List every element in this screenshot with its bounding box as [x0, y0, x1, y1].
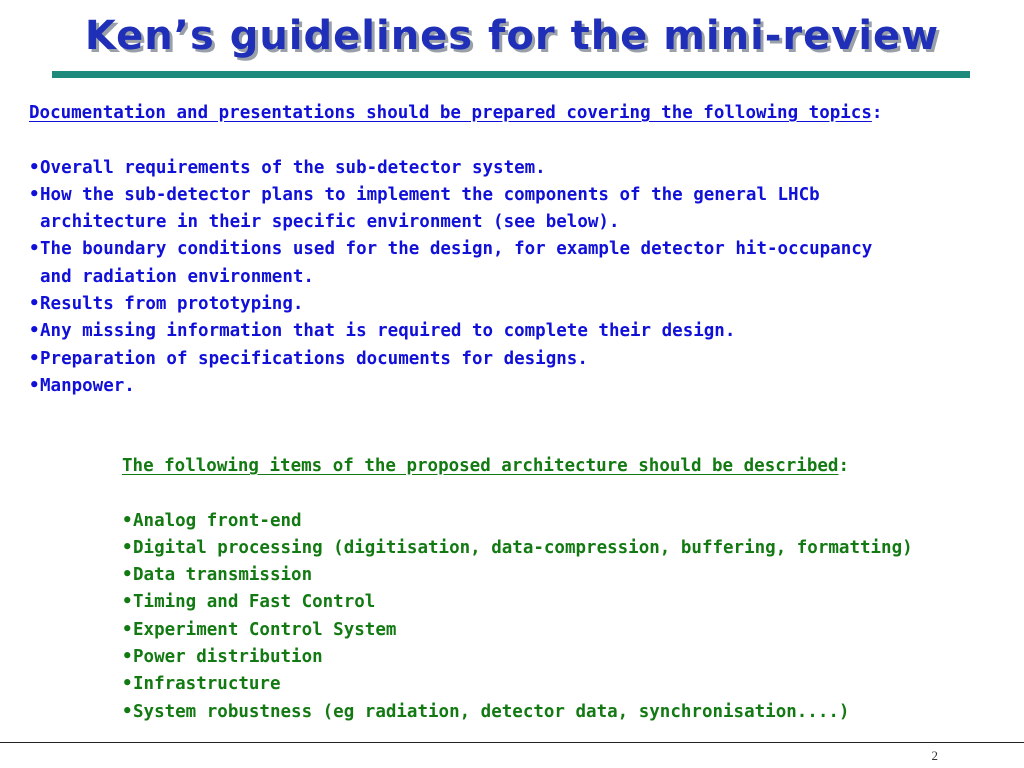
slide-title: Ken’s guidelines for the mini-review — [84, 13, 940, 59]
documentation-section — [29, 100, 882, 400]
architecture-list — [122, 508, 913, 726]
page-number: 2 — [931, 748, 938, 763]
architecture-heading-text: The following items of the proposed architecture should be described — [122, 456, 839, 476]
documentation-item: • The boundary conditions used for the design, for example detector hit-occupancy and radiation environment. — [29, 236, 882, 291]
architecture-item: • Power distribution — [122, 644, 913, 671]
architecture-section — [122, 453, 913, 726]
title-underline-bar — [52, 71, 970, 78]
documentation-heading-colon: : — [871, 103, 883, 123]
architecture-item: • Digital processing (digitisation, data-compression, buffering, formatting) — [122, 535, 913, 562]
architecture-item: • Experiment Control System — [122, 617, 913, 644]
architecture-item: • Analog front-end — [122, 508, 913, 535]
architecture-item: • Data transmission — [122, 562, 913, 589]
documentation-item: • Overall requirements of the sub-detector system. — [29, 155, 882, 182]
spacer — [29, 127, 882, 154]
architecture-item: • Infrastructure — [122, 671, 913, 698]
documentation-heading — [29, 100, 882, 127]
documentation-item: • Results from prototyping. — [29, 291, 882, 318]
documentation-item: • Any missing information that is required to complete their design. — [29, 318, 882, 345]
architecture-heading — [122, 453, 913, 480]
documentation-list — [29, 155, 882, 401]
documentation-item: • Preparation of specifications documents for designs. — [29, 346, 882, 373]
documentation-heading-text: Documentation and presentations should be prepared covering the following topics — [29, 103, 872, 123]
spacer — [122, 480, 913, 507]
architecture-item: • Timing and Fast Control — [122, 589, 913, 616]
documentation-item: • How the sub-detector plans to implement the components of the general LHCb architecture in their specific environment (see below). — [29, 182, 882, 237]
architecture-heading-colon: : — [838, 456, 849, 476]
architecture-item: • System robustness (eg radiation, detector data, synchronisation....) — [122, 699, 913, 726]
documentation-item: • Manpower. — [29, 373, 882, 400]
footer-divider — [0, 742, 1024, 743]
